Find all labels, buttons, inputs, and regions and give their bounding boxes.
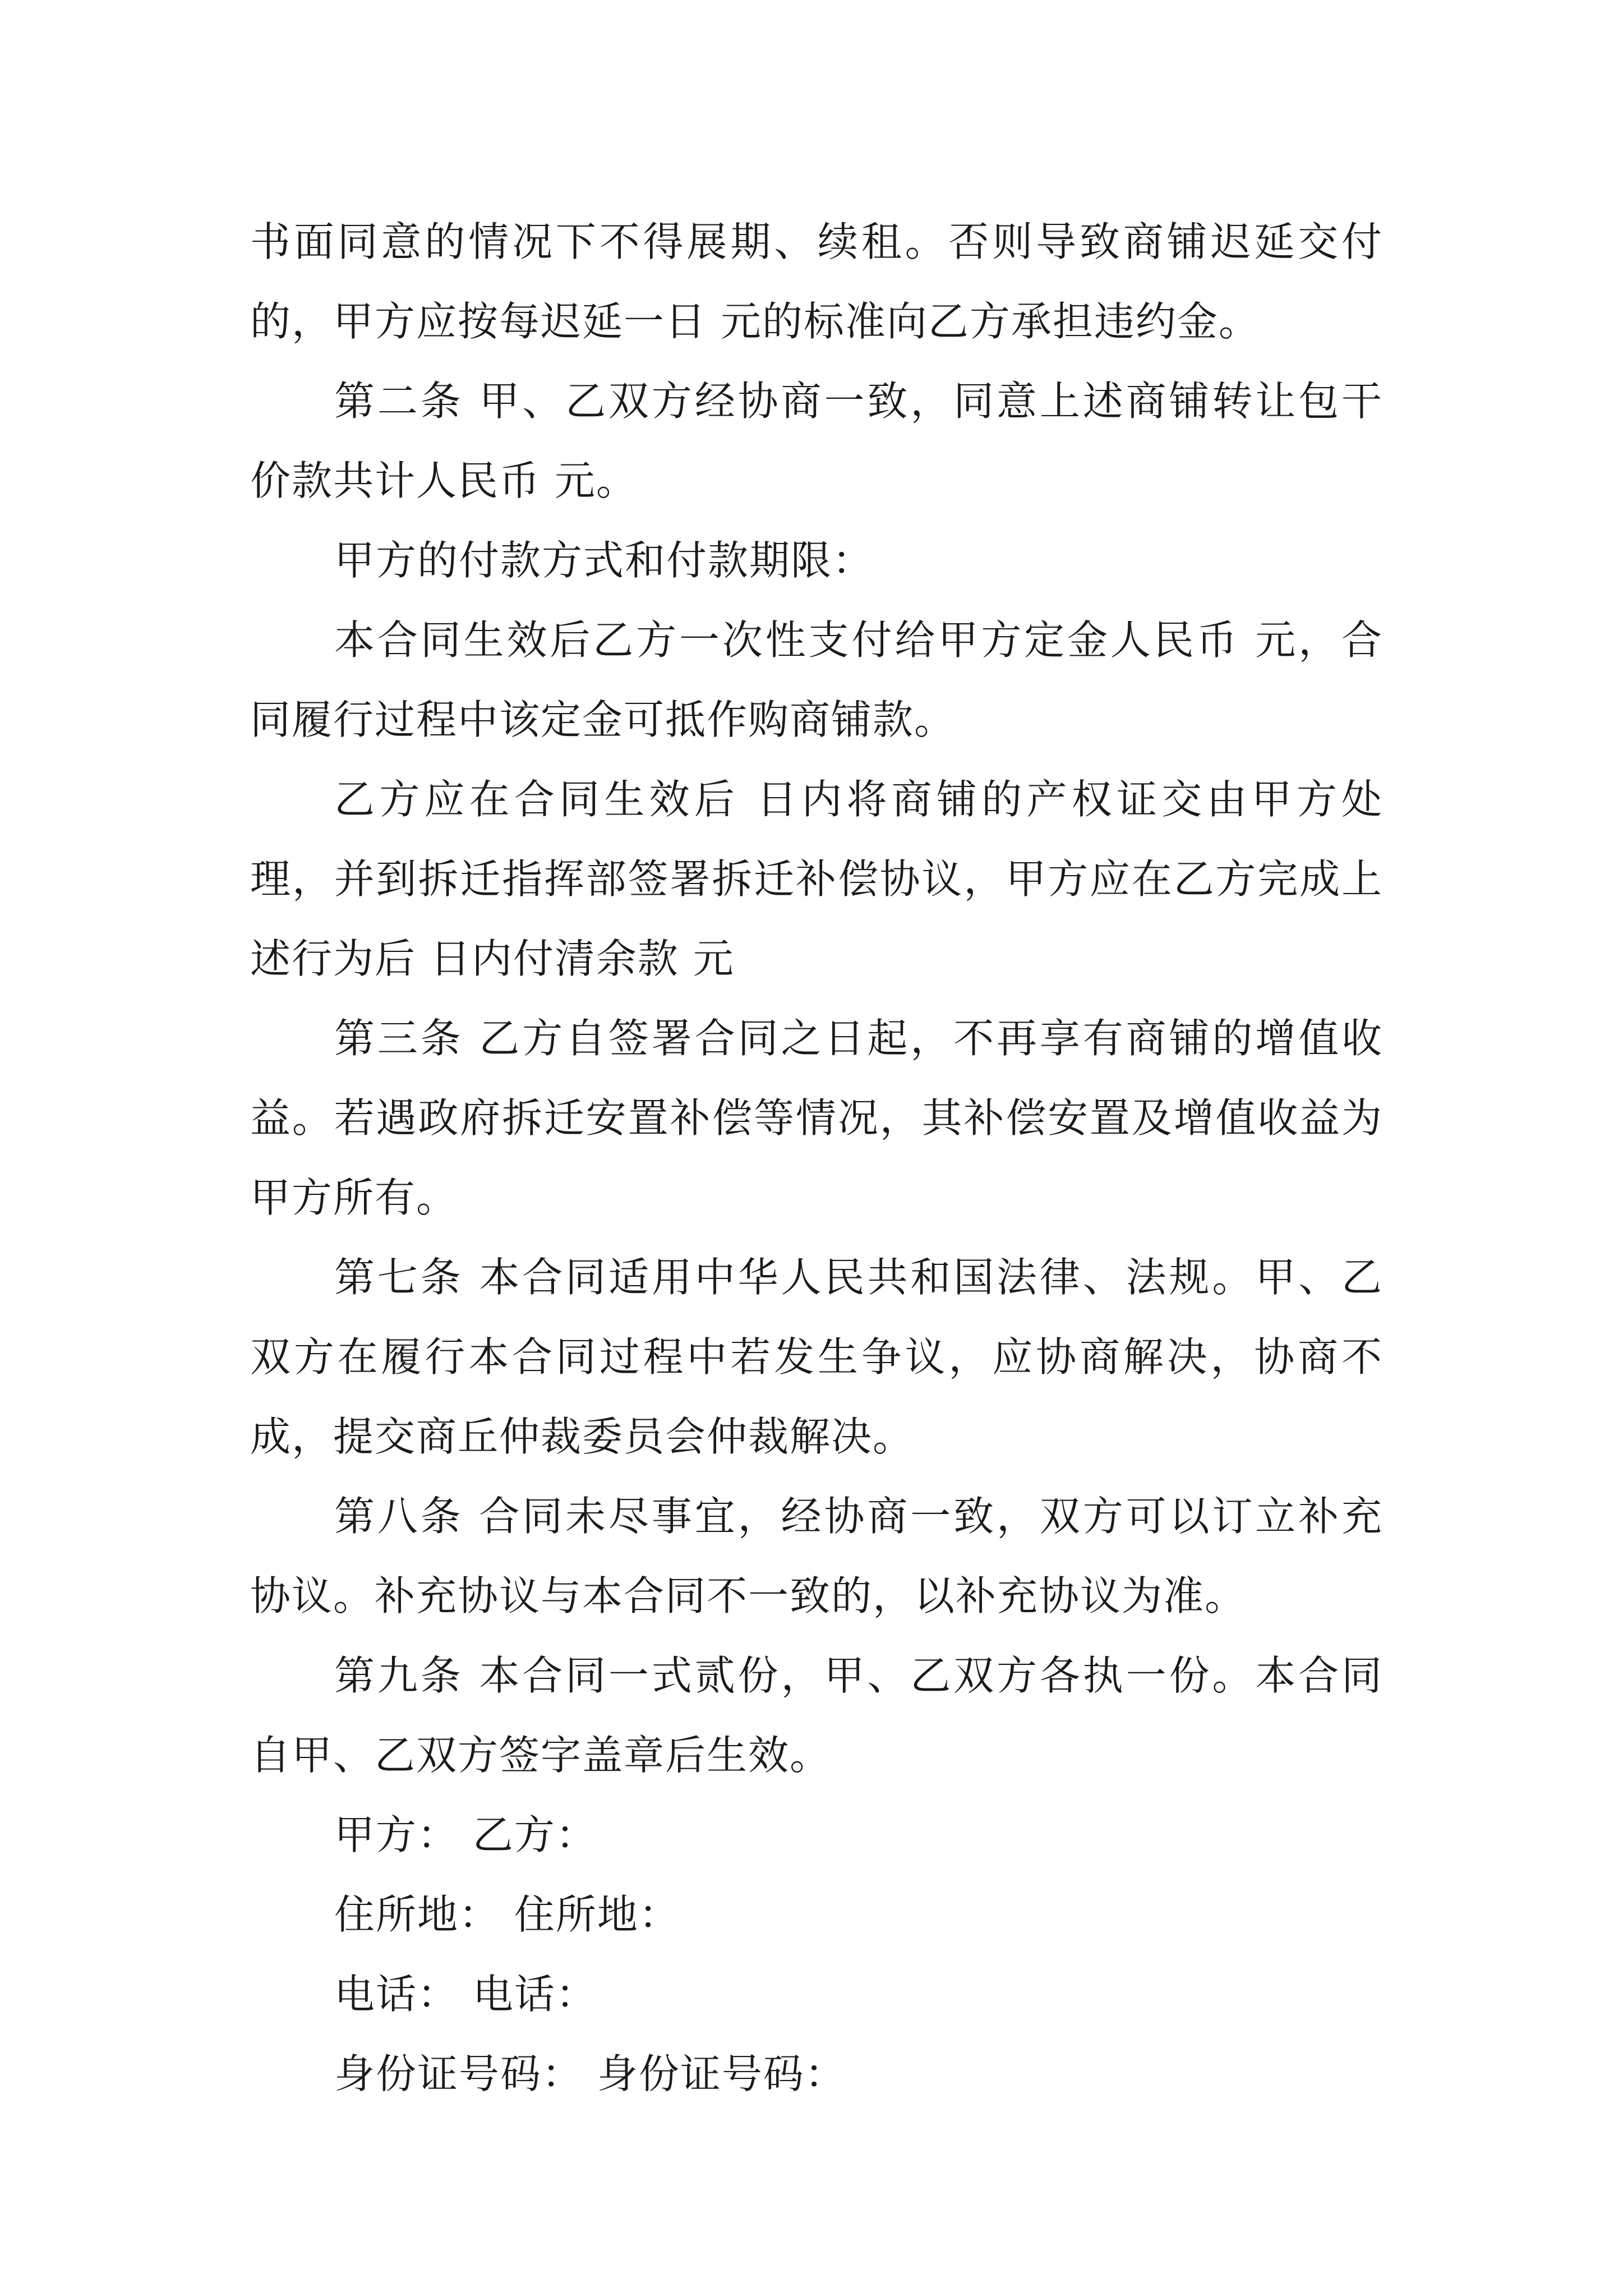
signature-address-line: 住所地： 住所地： (334, 1891, 680, 1938)
paragraph-article-7: 第七条 本合同适用中华人民共和国法律、法规。甲、乙双方在履行本合同过程中若发生争议，应协商解决，协商不成，提交商丘仲裁委员会仲裁解决。 (250, 1254, 1383, 1460)
paragraph-article-9: 第九条 本合同一式贰份，甲、乙双方各执一份。本合同自甲、乙双方签字盖章后生效。 (250, 1652, 1383, 1779)
signature-phone-line: 电话： 电话： (334, 1971, 597, 2018)
signature-party-line: 甲方： 乙方： (334, 1811, 597, 1858)
paragraph-certificate-handover: 乙方应在合同生效后 日内将商铺的产权证交由甲方处理，并到拆迁指挥部签署拆迁补偿协议，甲方应在乙方完成上述行为后 日内付清余款 元 (250, 776, 1383, 982)
paragraph-deposit: 本合同生效后乙方一次性支付给甲方定金人民币 元，合同履行过程中该定金可抵作购商铺款。 (250, 616, 1383, 743)
paragraph-article-8: 第八条 合同未尽事宜，经协商一致，双方可以订立补充协议。补充协议与本合同不一致的，以补充协议为准。 (250, 1493, 1383, 1619)
signature-id-number-line: 身份证号码： 身份证号码： (334, 2050, 846, 2097)
paragraph-article-2: 第二条 甲、乙双方经协商一致，同意上述商铺转让包干价款共计人民币 元。 (250, 378, 1383, 504)
paragraph-continuation: 书面同意的情况下不得展期、续租。否则导致商铺迟延交付的，甲方应按每迟延一日 元的标准向乙方承担违约金。 (250, 218, 1383, 345)
paragraph-article-3: 第三条 乙方自签署合同之日起，不再享有商铺的增值收益。若遇政府拆迁安置补偿等情况，其补偿安置及增值收益为甲方所有。 (250, 1015, 1383, 1221)
document-page (250, 202, 1383, 2114)
paragraph-payment-heading: 甲方的付款方式和付款期限： (334, 537, 874, 584)
signature-block (250, 1795, 1383, 2114)
